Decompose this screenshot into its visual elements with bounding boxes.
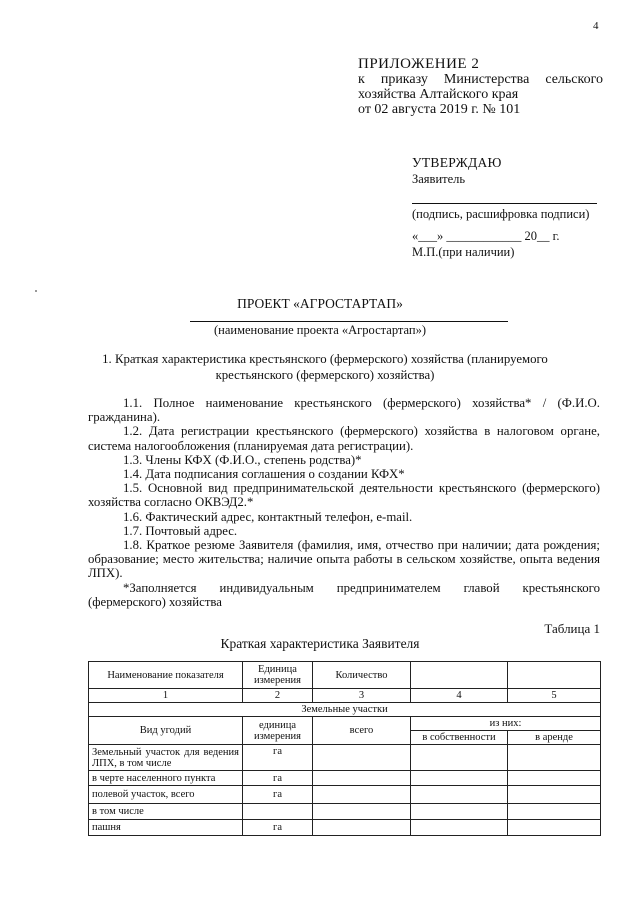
table-cell xyxy=(313,786,411,804)
table-cell xyxy=(508,786,601,804)
signature-caption: (подпись, расшифровка подписи) xyxy=(412,207,590,221)
footnote: *Заполняется индивидуальным предпринимателем главой крестьянского (фермерского) хозяйства xyxy=(88,580,600,609)
approve-title: УТВЕРЖДАЮ xyxy=(412,155,502,170)
item-1-4: 1.4. Дата подписания соглашения о создании КФХ* xyxy=(123,467,405,482)
table-cell xyxy=(411,804,508,820)
row-label: полевой участок, всего xyxy=(89,786,243,804)
stamp-note: М.П.(при наличии) xyxy=(412,245,515,259)
table-cell xyxy=(411,820,508,836)
section-land: Земельные участки xyxy=(89,703,601,717)
scan-mark xyxy=(35,290,37,292)
row-label: Земельный участок для ведения ЛПХ, в том числе xyxy=(89,745,243,771)
appendix-line: к приказу Министерства сельского xyxy=(358,72,603,87)
item-1-2: 1.2. Дата регистрации крестьянского (фермерского) хозяйства в налоговом органе, система налогообложения (планируемая дата регистрации). xyxy=(88,424,600,453)
col-number: 2 xyxy=(243,689,313,703)
applicant-table xyxy=(88,661,601,836)
section-heading-line: 1. Краткая характеристика крестьянского (фермерского) хозяйства (планируемого xyxy=(102,352,548,366)
table-row xyxy=(89,771,601,786)
col-number: 5 xyxy=(508,689,601,703)
table-row xyxy=(89,820,601,836)
table-row xyxy=(89,804,601,820)
row-label: в том числе xyxy=(89,804,243,820)
table-label: Таблица 1 xyxy=(544,621,600,636)
table-cell xyxy=(508,662,601,689)
table-cell xyxy=(313,804,411,820)
table-cell xyxy=(313,745,411,771)
table-cell xyxy=(313,771,411,786)
table-cell xyxy=(508,820,601,836)
sub-type: Вид угодий xyxy=(89,717,243,745)
sub-unit: единица измерения xyxy=(243,717,313,745)
col-number: 4 xyxy=(411,689,508,703)
item-1-6: 1.6. Фактический адрес, контактный телефон, e-mail. xyxy=(123,509,413,524)
table-cell xyxy=(508,804,601,820)
row-unit: га xyxy=(243,745,313,771)
item-1-5: 1.5. Основной вид предпринимательской деятельности крестьянского (фермерского) хозяйства согласно ОКВЭД2.* xyxy=(88,481,600,510)
row-unit: га xyxy=(243,771,313,786)
row-label: в черте населенного пункта xyxy=(89,771,243,786)
table-title: Краткая характеристика Заявителя xyxy=(220,636,420,651)
table-number-row xyxy=(89,689,601,703)
sub-owned: в собственности xyxy=(411,731,508,745)
sub-total: всего xyxy=(313,717,411,745)
section-heading-line: крестьянского (фермерского) хозяйства) xyxy=(215,368,435,382)
table-row xyxy=(89,786,601,804)
approval-block xyxy=(412,155,607,260)
section-heading xyxy=(90,351,560,383)
table-cell xyxy=(411,786,508,804)
project-title: ПРОЕКТ «АГРОСТАРТАП» xyxy=(237,296,403,311)
item-1-1: 1.1. Полное наименование крестьянского (фермерского) хозяйства* / (Ф.И.О. гражданина). xyxy=(88,396,600,425)
project-caption: (наименование проекта «Агростартап») xyxy=(213,323,427,337)
item-1-3: 1.3. Члены КФХ (Ф.И.О., степень родства)* xyxy=(123,452,362,467)
table-header-row xyxy=(89,662,601,689)
table-cell xyxy=(411,662,508,689)
row-unit xyxy=(243,804,313,820)
col-number: 3 xyxy=(313,689,411,703)
sub-of-them: из них: xyxy=(411,717,601,731)
project-name-line xyxy=(190,321,508,322)
appendix-block xyxy=(358,57,603,117)
sub-rented: в аренде xyxy=(508,731,601,745)
approve-role: Заявитель xyxy=(412,172,466,186)
table-row xyxy=(89,745,601,771)
row-unit: га xyxy=(243,786,313,804)
table-cell xyxy=(508,771,601,786)
appendix-line: от 02 августа 2019 г. № 101 xyxy=(358,102,521,117)
item-1-7: 1.7. Почтовый адрес. xyxy=(123,523,238,538)
table-cell xyxy=(411,771,508,786)
signature-line xyxy=(412,189,597,204)
page-number: 4 xyxy=(593,20,599,32)
col-number: 1 xyxy=(89,689,243,703)
row-unit: га xyxy=(243,820,313,836)
table-subheader-row xyxy=(89,717,601,731)
section-body xyxy=(88,396,600,609)
header-unit: Единица измерения xyxy=(243,662,313,689)
appendix-line: хозяйства Алтайского края xyxy=(358,87,519,102)
appendix-title: ПРИЛОЖЕНИЕ 2 xyxy=(358,56,480,72)
header-indicator: Наименование показателя xyxy=(89,662,243,689)
row-label: пашня xyxy=(89,820,243,836)
date-line: «___» ____________ 20__ г. xyxy=(412,229,560,243)
table-section-row xyxy=(89,703,601,717)
table-cell xyxy=(411,745,508,771)
table-cell xyxy=(313,820,411,836)
header-quantity: Количество xyxy=(313,662,411,689)
item-1-8: 1.8. Краткое резюме Заявителя (фамилия, имя, отчество при наличии; дата рождения; образование; место жительства; наличие опыта работы в сельском хозяйстве, опыта ведения ЛПХ). xyxy=(88,538,600,581)
table-cell xyxy=(508,745,601,771)
